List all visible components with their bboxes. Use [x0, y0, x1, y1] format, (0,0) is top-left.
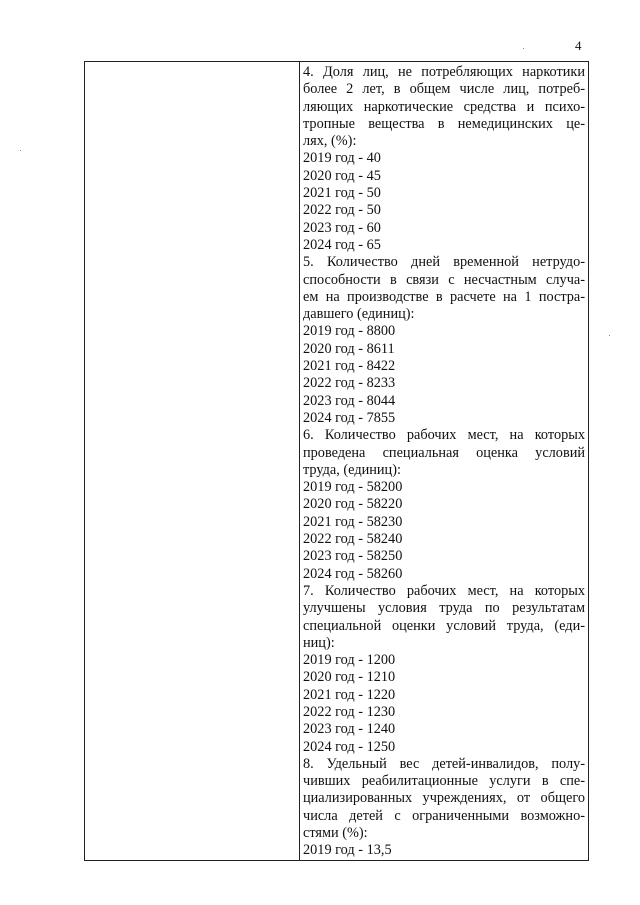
year-value-line: 2021 год - 58230: [303, 513, 403, 530]
year-value-line: 2024 год - 7855: [303, 409, 396, 426]
year-value-line: 2019 год - 1200: [303, 652, 396, 669]
page-number: 4: [575, 38, 582, 53]
indicator-heading-line: ниц):: [303, 634, 335, 651]
indicator-heading-line: числа детей с ограниченными возможно-: [303, 807, 585, 824]
year-value-line: 2022 год - 50: [303, 202, 381, 219]
indicator-heading-line: 6. Количество рабочих мест, на которых: [303, 427, 585, 444]
indicator-heading-line: улучшены условия труда по результатам: [303, 600, 585, 617]
indicator-heading-line: 5. Количество дней временной нетрудо-: [303, 254, 585, 271]
indicator-heading-line: специальной оценки условий труда, (еди-: [303, 617, 585, 634]
indicator-heading-line: давшего (единиц):: [303, 306, 415, 323]
indicator-section: [303, 583, 585, 756]
document-table: [84, 61, 589, 861]
year-value-line: 2019 год - 58200: [303, 479, 403, 496]
indicator-heading-line: чивших реабилитационные услуги в спе-: [303, 773, 585, 790]
year-value-line: 2023 год - 60: [303, 219, 381, 236]
year-value-line: 2019 год - 40: [303, 150, 381, 167]
indicator-heading-line: более 2 лет, в общем числе лиц, потреб-: [303, 81, 585, 98]
year-value-line: 2020 год - 58220: [303, 496, 403, 513]
year-value-line: 2024 год - 1250: [303, 738, 396, 755]
indicator-heading-line: 8. Удельный вес детей-инвалидов, полу-: [303, 755, 585, 772]
indicator-section: [303, 64, 585, 254]
scan-speck: [523, 48, 524, 49]
year-value-line: 2022 год - 8233: [303, 375, 396, 392]
indicator-heading-line: лях, (%):: [303, 133, 357, 150]
indicator-heading-line: ляющих наркотические средства и психо-: [303, 98, 585, 115]
year-value-line: 2019 год - 8800: [303, 323, 396, 340]
year-value-line: 2023 год - 58250: [303, 548, 403, 565]
year-value-line: 2023 год - 1240: [303, 721, 396, 738]
indicator-heading-line: труда, (единиц):: [303, 461, 401, 478]
indicator-heading-line: тропные вещества в немедицинских це-: [303, 115, 585, 132]
year-value-line: 2022 год - 58240: [303, 531, 403, 548]
indicator-heading-line: стями (%):: [303, 825, 368, 842]
left-column-cell: [85, 62, 300, 861]
indicators-list: [300, 62, 588, 860]
indicator-heading-line: способности в связи с несчастным случа-: [303, 271, 585, 288]
indicator-heading-line: 4. Доля лиц, не потребляющих наркотики: [303, 64, 585, 80]
year-value-line: 2024 год - 65: [303, 236, 381, 253]
year-value-line: 2020 год - 45: [303, 167, 381, 184]
indicator-section: [303, 756, 585, 860]
right-column-cell: [300, 62, 589, 861]
year-value-line: 2021 год - 1220: [303, 686, 396, 703]
year-value-line: 2023 год - 8044: [303, 392, 396, 409]
year-value-line: 2020 год - 8611: [303, 340, 395, 357]
year-value-line: 2020 год - 1210: [303, 669, 396, 686]
indicator-section: [303, 427, 585, 583]
indicator-heading-line: 7. Количество рабочих мест, на которых: [303, 582, 585, 599]
year-value-line: 2022 год - 1230: [303, 703, 396, 720]
indicator-heading-line: ем на производстве в расчете на 1 постра-: [303, 288, 585, 305]
indicator-section: [303, 254, 585, 427]
indicator-heading-line: проведена специальная оценка условий: [303, 444, 585, 461]
indicator-heading-line: циализированных учреждениях, от общего: [303, 790, 585, 807]
scan-speck: [609, 335, 610, 336]
year-value-line: 2024 год - 58260: [303, 565, 403, 582]
year-value-line: 2021 год - 50: [303, 185, 381, 202]
year-value-line: 2019 год - 13,5: [303, 842, 392, 859]
table-row: [85, 62, 589, 861]
scan-speck: [20, 150, 21, 151]
year-value-line: 2021 год - 8422: [303, 358, 396, 375]
